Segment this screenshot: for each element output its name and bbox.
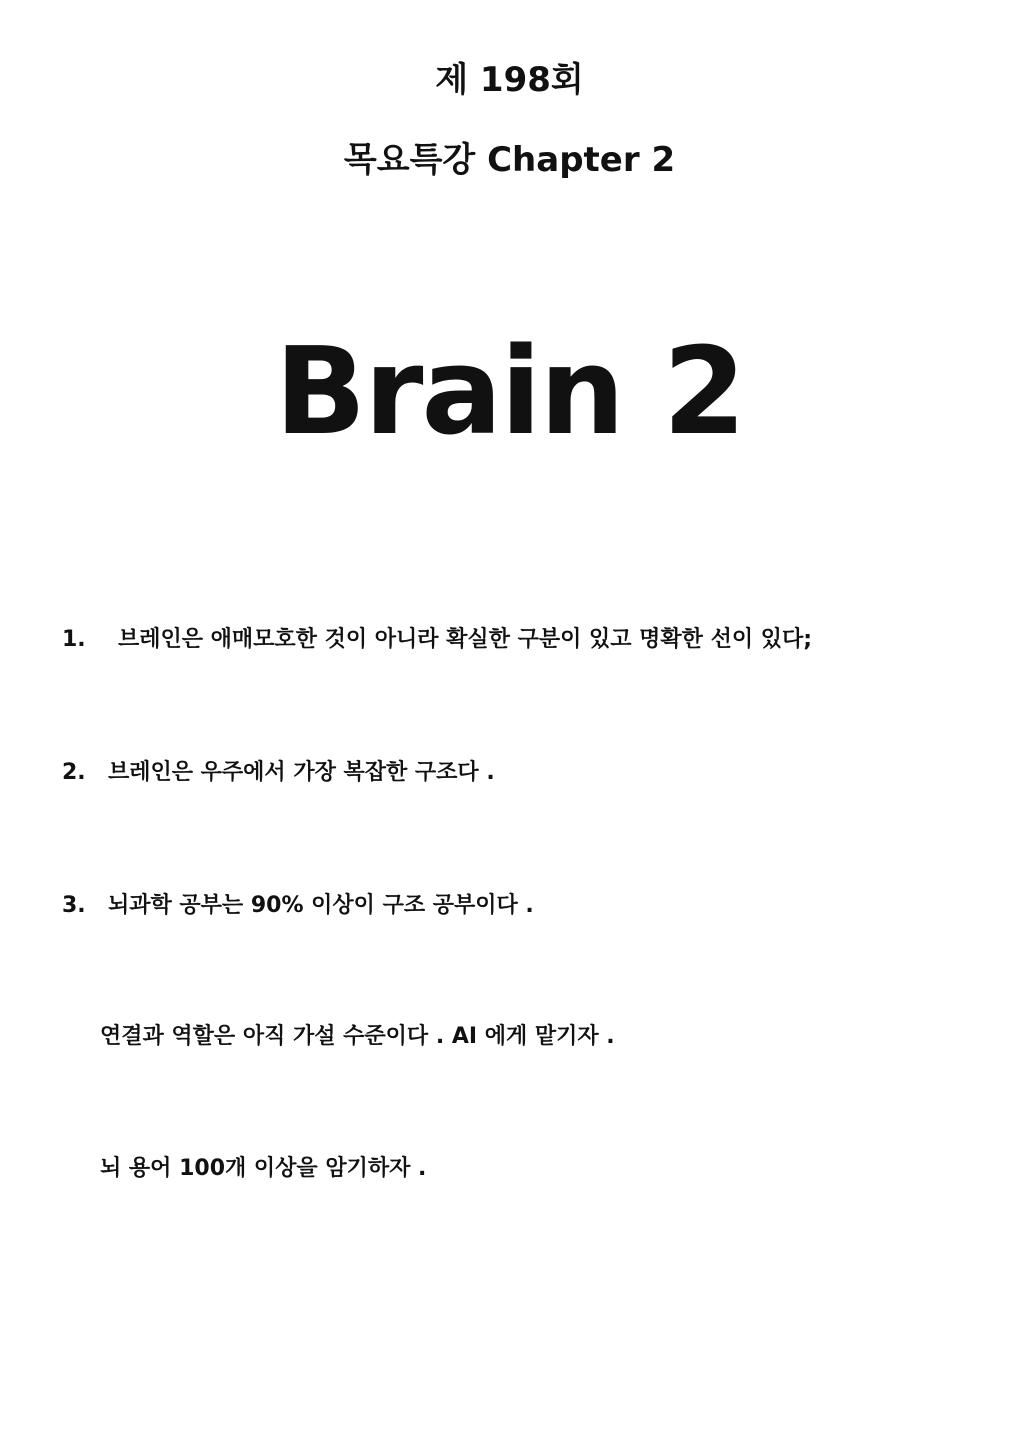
list-item: [62, 757, 495, 789]
list-item-text: 브레인은 우주에서 가장 복잡한 구조다 .: [108, 760, 495, 785]
list-item-text: 뇌과학 공부는 90% 이상이 구조 공부이다 .: [108, 893, 534, 918]
list-item: [62, 890, 534, 922]
list-item-number: 2.: [62, 760, 86, 785]
list-item-text: 브레인은 애매모호한 것이 아니라 확실한 구분이 있고 명확한 선이 있다;: [118, 627, 813, 652]
note-text: 연결과 역할은 아직 가설 수준이다 . AI 에게 맡기자 .: [100, 1024, 615, 1049]
session-title: 제 198회: [435, 60, 584, 100]
list-item-number: 3.: [62, 893, 86, 918]
note-text: 뇌 용어 100개 이상을 암기하자 .: [100, 1156, 427, 1181]
list-item: [62, 624, 812, 656]
main-title: Brain 2: [274, 323, 745, 462]
list-item-number: 1.: [62, 627, 86, 652]
lecture-title: 목요특강 Chapter 2: [343, 140, 676, 180]
